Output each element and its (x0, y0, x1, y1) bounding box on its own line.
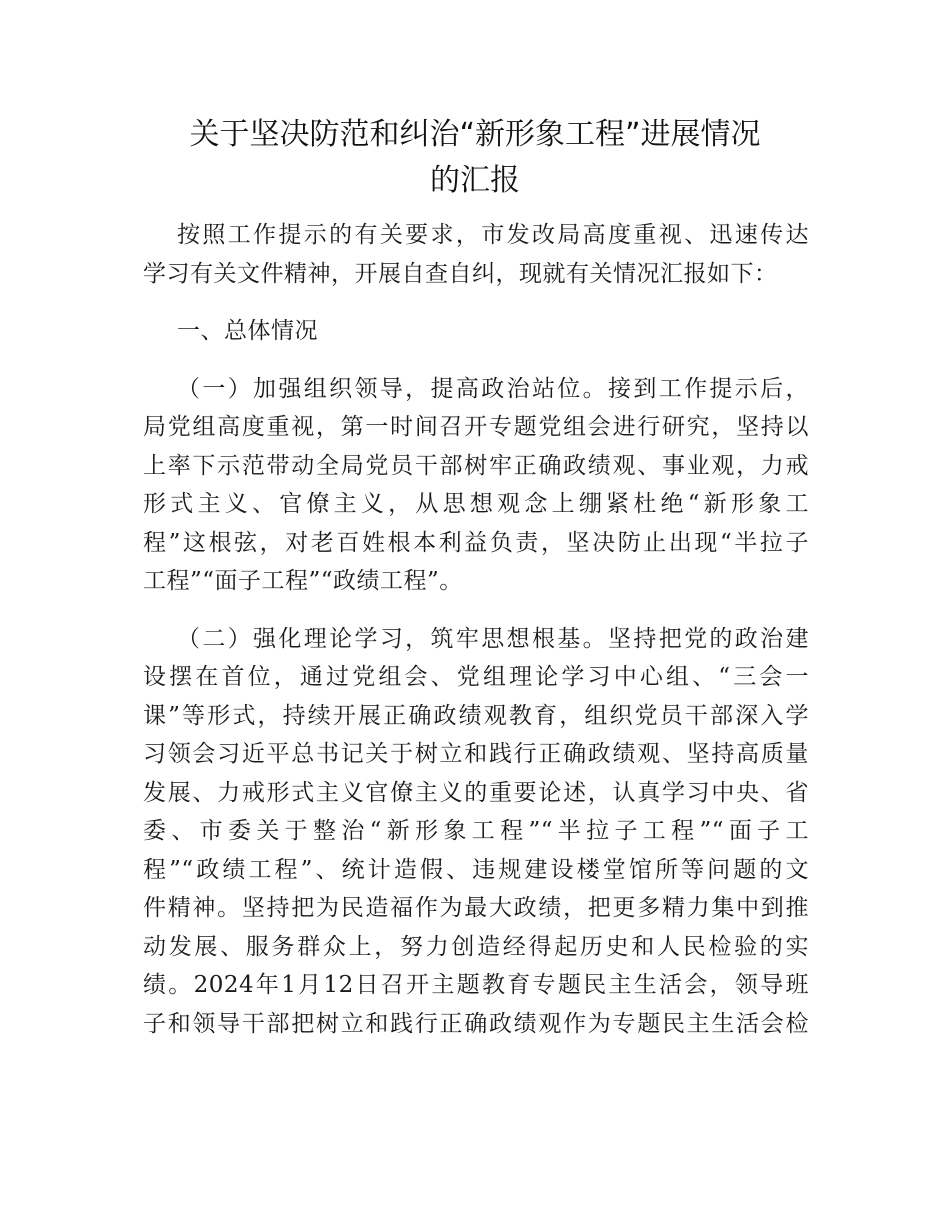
document-title (140, 112, 810, 204)
text-line: 学习有关文件精神，开展自查自纠，现就有关情况汇报如下： (143, 260, 778, 287)
text-line: 局党组高度重视，第一时间召开专题党组会进行研究，坚持以 (143, 414, 809, 440)
text-line: 动发展、服务群众上，努力创造经得起历史和人民检验的实 (143, 933, 809, 960)
text-line: 程”这根弦，对老百姓根本利益负责，坚决防止出现“半拉子 (143, 529, 809, 556)
title-line: 的汇报 (430, 163, 520, 198)
document-body (143, 216, 809, 1043)
text-line: 发展、力戒形式主义官僚主义的重要论述，认真学习中央、省 (143, 779, 809, 806)
text-line: （二）强化理论学习，筑牢思想根基。坚持把党的政治建 (177, 625, 809, 652)
text-line: 形式主义、官僚主义，从思想观念上绷紧杜绝“新形象工 (143, 491, 809, 517)
text-line: 工程”“面子工程”“政绩工程”。 (143, 568, 463, 594)
section-heading: 一、总体情况 (177, 318, 318, 344)
text-line: 子和领导干部把树立和践行正确政绩观作为专题民主生活会检 (143, 1010, 809, 1037)
text-line: 设摆在首位，通过党组会、党组理论学习中心组、“三会一 (143, 664, 809, 690)
title-line: 关于坚决防范和纠治“新形象工程”进展情况 (189, 117, 761, 152)
text-line: 课”等形式，持续开展正确政绩观教育，组织党员干部深入学 (143, 702, 809, 729)
text-line: 绩。2024年1月12日召开主题教育专题民主生活会，领导班 (143, 972, 809, 998)
text-line: 上率下示范带动全局党员干部树牢正确政绩观、事业观，力戒 (143, 452, 809, 479)
text-line: 委、市委关于整治“新形象工程”“半拉子工程”“面子工 (143, 818, 809, 844)
text-line: 件精神。坚持把为民造福作为最大政绩，把更多精力集中到推 (143, 895, 809, 921)
text-line: 程”“政绩工程”、统计造假、违规建设楼堂馆所等问题的文 (143, 856, 809, 883)
text-line: 习领会习近平总书记关于树立和践行正确政绩观、坚持高质量 (143, 741, 809, 767)
text-line: （一）加强组织领导，提高政治站位。接到工作提示后， (177, 375, 809, 402)
text-line: 按照工作提示的有关要求，市发改局高度重视、迅速传达 (177, 222, 809, 248)
